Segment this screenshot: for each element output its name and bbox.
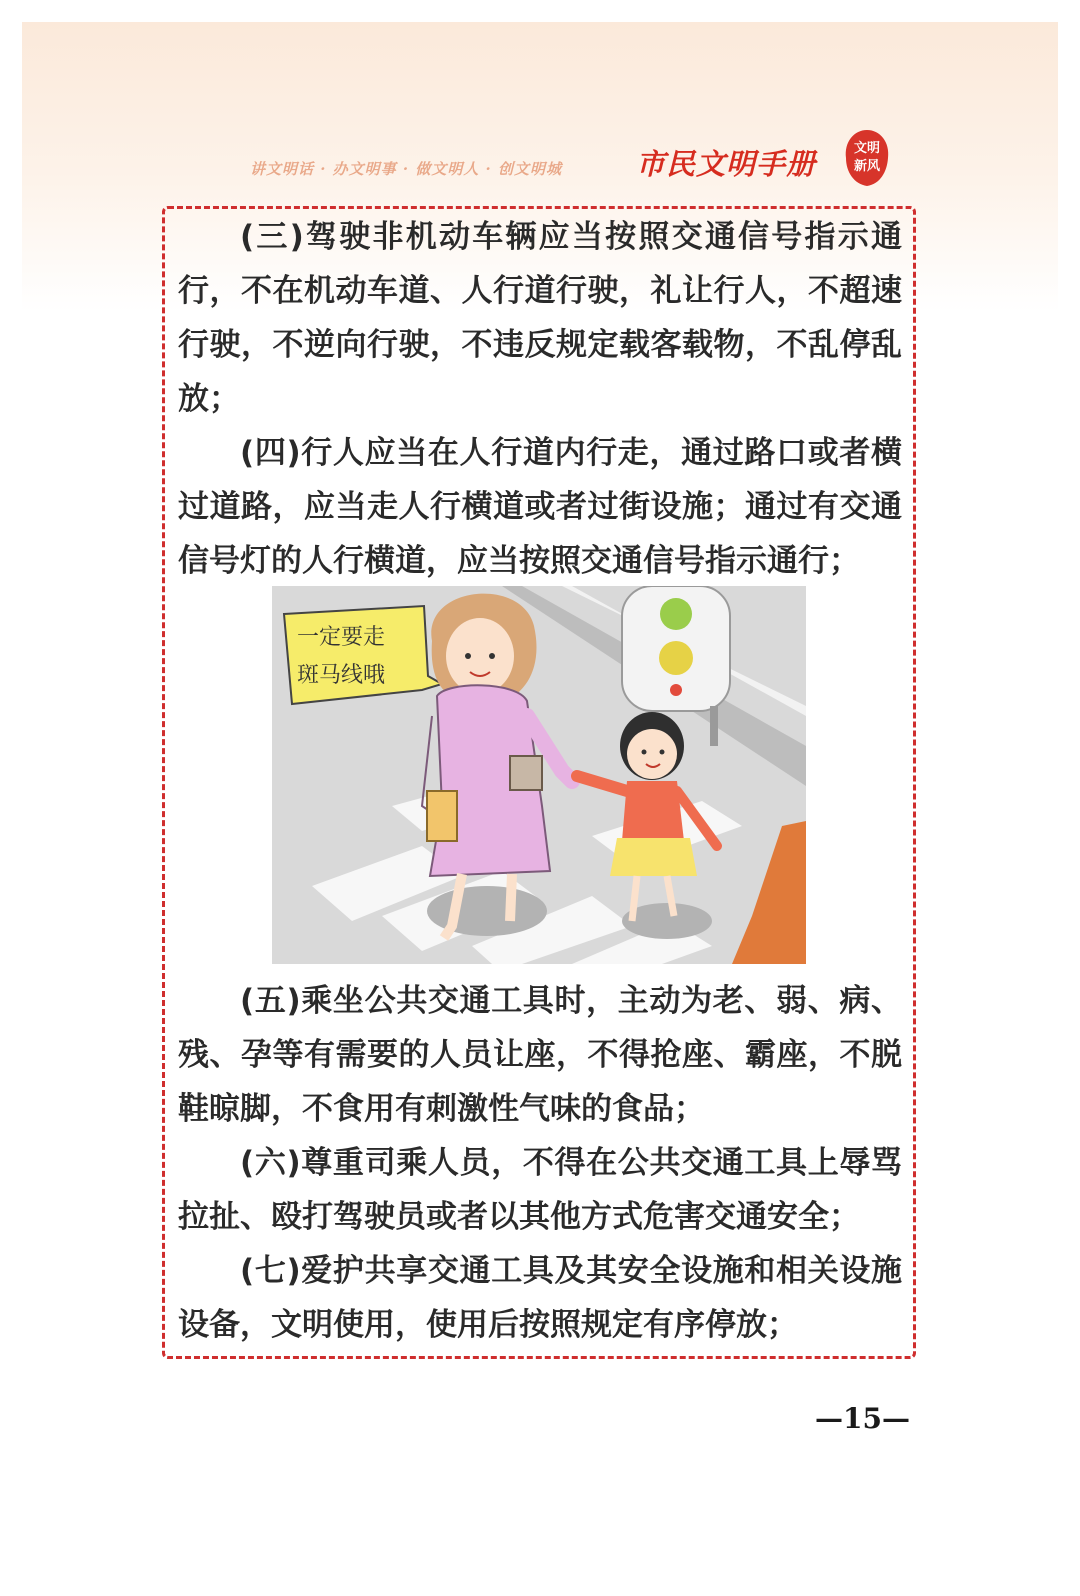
svg-text:文明: 文明: [853, 141, 881, 156]
speech-bubble: [284, 606, 442, 704]
section-seven: (七)爱护共享交通工具及其安全设施和相关设施设备，文明使用，使用后按照规定有序停放；: [178, 1253, 902, 1343]
speech-line-1: 一定要走: [297, 625, 386, 650]
section-five: (五)乘坐公共交通工具时，主动为老、弱、病、残、孕等有需要的人员让座，不得抢座、霸座，不脱鞋晾脚，不食用有刺激性气味的食品；: [178, 983, 902, 1127]
crosswalk-illustration: [272, 586, 806, 964]
section-three: (三)驾驶非机动车辆应当按照交通信号指示通行，不在机动车道、人行道行驶，礼让行人，不超速行驶，不逆向行驶，不违反规定载客载物，不乱停乱放；: [178, 219, 902, 417]
header-slogan: 讲文明话 · 办文明事 · 做文明人 · 创文明城: [250, 160, 563, 178]
seal-logo: [842, 128, 892, 188]
page-number: —15—: [815, 1402, 910, 1435]
text-block-lower: [178, 974, 902, 1352]
svg-text:新风: 新风: [853, 159, 881, 174]
speech-line-2: 斑马线哦: [297, 663, 386, 688]
text-block-upper: [178, 210, 902, 588]
brand-title: 市民文明手册: [636, 147, 817, 181]
section-four: (四)行人应当在人行道内行走，通过路口或者横过道路，应当走人行横道或者过街设施；通过有交通信号灯的人行横道，应当按照交通信号指示通行；: [178, 435, 902, 579]
section-six: (六)尊重司乘人员，不得在公共交通工具上辱骂拉扯、殴打驾驶员或者以其他方式危害交通安全；: [178, 1145, 902, 1235]
